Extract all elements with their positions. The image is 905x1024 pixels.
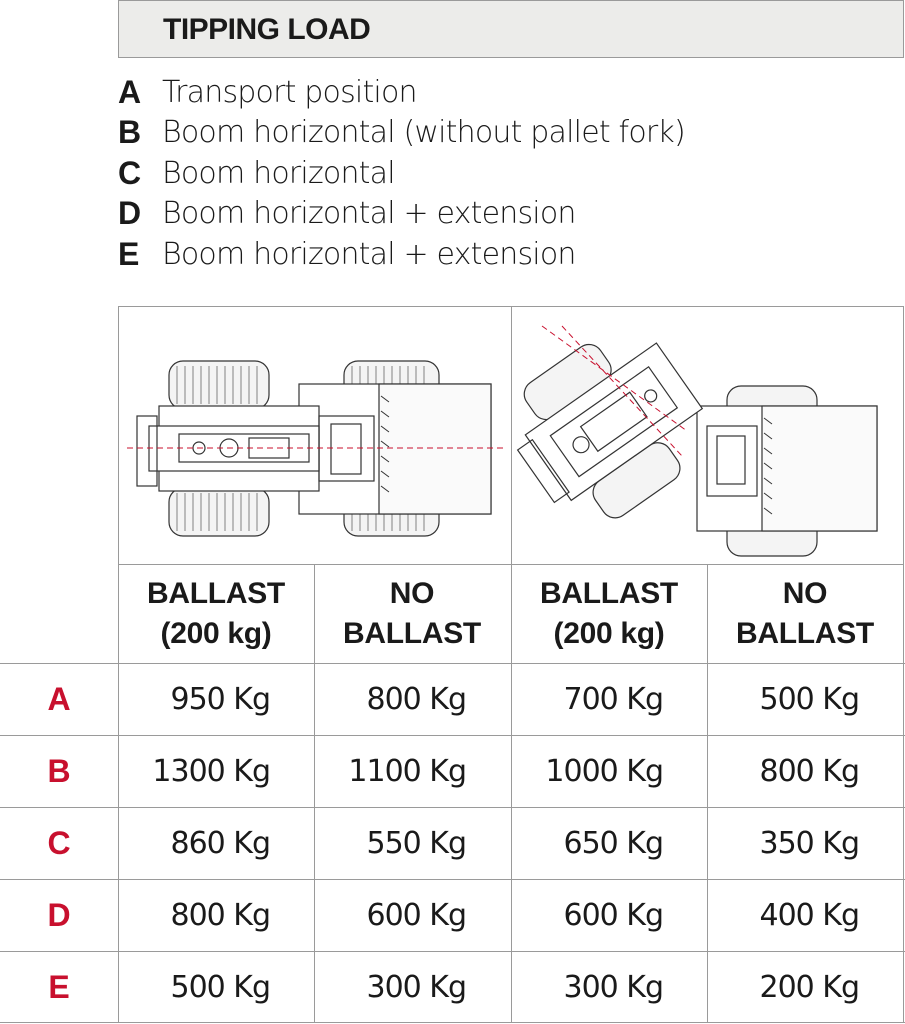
table-cell: 300 Kg (563, 969, 663, 1005)
legend-key: A (118, 73, 142, 110)
legend-item-e (118, 234, 685, 275)
table-cell: 650 Kg (563, 825, 663, 861)
legend-text: Boom horizontal + extension (162, 196, 576, 232)
row-key-d: D (47, 896, 71, 933)
header-ballast-1 (118, 564, 314, 663)
legend-key: B (118, 114, 142, 151)
loader-straight-image (119, 306, 511, 564)
table-cell: 200 Kg (759, 969, 859, 1005)
row-key-b: B (47, 752, 71, 789)
legend (118, 72, 685, 275)
table-cell: 400 Kg (759, 897, 859, 933)
table-cell: 550 Kg (366, 825, 466, 861)
table-cell: 1100 Kg (348, 753, 466, 789)
table-cell: 800 Kg (366, 681, 466, 717)
legend-item-a (118, 72, 685, 113)
header-ballast-2 (511, 564, 707, 663)
table-cell: 700 Kg (563, 681, 663, 717)
header-no-ballast-2 (707, 564, 903, 663)
header-no-ballast-1 (314, 564, 510, 663)
table-cell: 600 Kg (563, 897, 663, 933)
row-key-e: E (48, 968, 70, 1005)
table-cell: 950 Kg (170, 681, 270, 717)
title-bar (118, 0, 904, 58)
table-cell: 600 Kg (366, 897, 466, 933)
legend-item-d (118, 194, 685, 235)
legend-item-b (118, 113, 685, 154)
header-line1: NO (389, 576, 435, 610)
legend-text: Boom horizontal (without pallet fork) (162, 115, 685, 151)
table-cell: 300 Kg (366, 969, 466, 1005)
header-line1: NO (782, 576, 828, 610)
row-key-a: A (47, 680, 71, 717)
loader-straight-icon (119, 306, 511, 564)
grid-line (903, 306, 904, 1023)
legend-text: Boom horizontal (162, 155, 395, 191)
table-cell: 500 Kg (759, 681, 859, 717)
loader-articulated-image (512, 306, 903, 564)
legend-key: C (118, 154, 142, 191)
table-cell: 350 Kg (759, 825, 859, 861)
header-line2: (200 kg) (553, 616, 665, 650)
header-line2: BALLAST (343, 616, 481, 650)
table-cell: 1000 Kg (545, 753, 663, 789)
table-cell: 860 Kg (170, 825, 270, 861)
row-key-c: C (47, 824, 71, 861)
header-line1: BALLAST (147, 576, 285, 610)
legend-text: Transport position (162, 74, 417, 110)
table-cell: 800 Kg (170, 897, 270, 933)
legend-key: E (118, 235, 140, 272)
legend-key: D (118, 195, 142, 232)
legend-text: Boom horizontal + extension (162, 236, 576, 272)
table-cell: 800 Kg (759, 753, 859, 789)
header-line2: (200 kg) (160, 616, 272, 650)
page-title: TIPPING LOAD (163, 13, 371, 46)
table-cell: 500 Kg (170, 969, 270, 1005)
legend-item-c (118, 153, 685, 194)
header-line1: BALLAST (540, 576, 678, 610)
table-cell: 1300 Kg (152, 753, 270, 789)
loader-articulated-icon (512, 306, 903, 564)
header-line2: BALLAST (736, 616, 874, 650)
